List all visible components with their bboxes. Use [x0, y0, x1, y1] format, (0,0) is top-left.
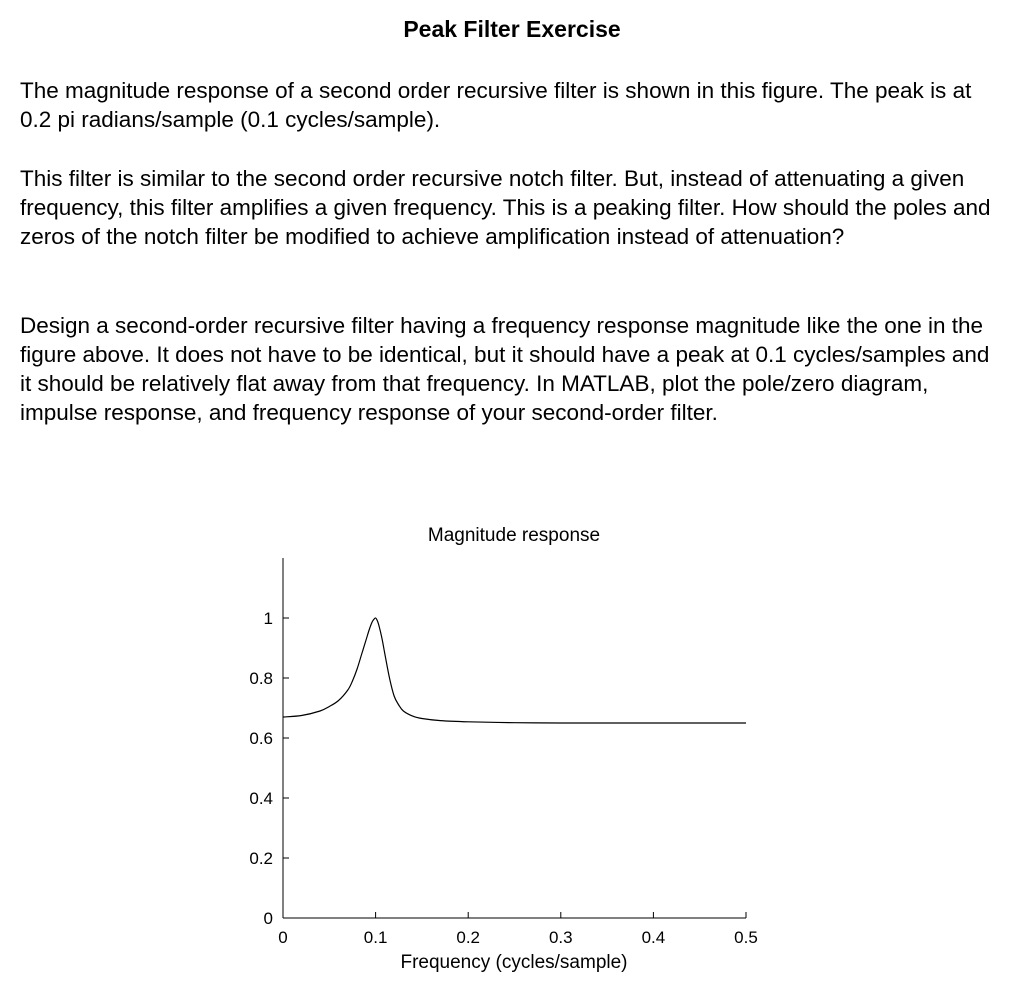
x-tick-label: 0.4: [641, 928, 666, 947]
x-tick-label: 0.5: [734, 928, 758, 947]
page-title: Peak Filter Exercise: [403, 16, 621, 42]
x-tick-label: 0: [278, 928, 288, 947]
paragraph-intro: The magnitude response of a second order recursive filter is shown in this figure. The peak is at 0.2 pi radians/sample (0.1 cycles/sample).: [20, 78, 972, 132]
paragraph-peaking: This filter is similar to the second order recursive notch filter. But, instead of attenuating a given frequency, this filter amplifies a given frequency. This is a peaking filter. How should the poles and zeros of the notch filter be modified to achieve amplification instead of attenuation?: [20, 166, 991, 249]
x-tick-label: 0.3: [548, 928, 573, 947]
y-tick-label: 0.2: [249, 849, 273, 868]
y-tick-label: 0.6: [249, 729, 273, 748]
x-axis-label: Frequency (cycles/sample): [400, 952, 628, 973]
y-tick-label: 0: [263, 909, 273, 928]
y-tick-label: 0.4: [249, 789, 273, 808]
y-tick-label: 1: [263, 609, 273, 628]
magnitude-curve: [283, 618, 746, 723]
chart-title: Magnitude response: [427, 525, 601, 546]
y-tick-label: 0.8: [249, 669, 273, 688]
x-tick-label: 0.1: [363, 928, 388, 947]
paragraph-design-task: Design a second-order recursive filter having a frequency response magnitude like the one in the figure above. It does not have to be identical, but it should have a peak at 0.1 cycles/samples and it should be relatively flat away from that frequency. In MATLAB, plot the pole/zero diagram, impulse response, and frequency response of your second-order filter.: [20, 313, 990, 425]
x-tick-label: 0.2: [456, 928, 481, 947]
